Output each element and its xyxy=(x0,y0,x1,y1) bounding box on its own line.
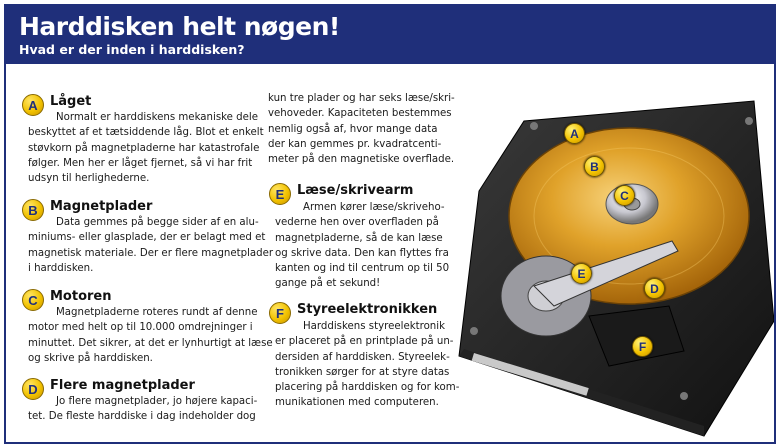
callout-e: E xyxy=(571,263,592,284)
callout-c: C xyxy=(614,185,635,206)
section-title-d: Flere magnetplader xyxy=(50,378,195,393)
page-subtitle: Hvad er der inden i harddisken? xyxy=(19,42,245,57)
section-title-b: Magnetplader xyxy=(50,199,153,214)
page-title: Harddisken helt nøgen! xyxy=(19,12,340,41)
section-body-a: Normalt er harddiskens mekaniske dele beskyttet af et tætsiddende låg. Blot et enkelt støvkorn på magnetpladerne har katastrofale følger. Men her er låget fjernet, så vi har frit udsyn til herlighederne. xyxy=(28,112,264,185)
badge-e: E xyxy=(269,183,291,205)
hard-drive-image xyxy=(454,91,776,441)
callout-d: D xyxy=(644,278,665,299)
badge-c: C xyxy=(22,289,44,311)
section-title-a: Låget xyxy=(50,94,92,109)
badge-a: A xyxy=(22,94,44,116)
article-frame xyxy=(4,4,776,444)
section-title-c: Motoren xyxy=(50,289,112,304)
section-title-f: Styreelektronikken xyxy=(297,302,438,317)
badge-f: F xyxy=(269,302,291,324)
callout-a: A xyxy=(564,123,585,144)
section-body-d: Jo flere magnetplader, jo højere kapaci- tet. De fleste harddiske i dag indeholder dog xyxy=(28,396,258,423)
section-body-c: Magnetpladerne roteres rundt af denne motor med helt op til 10.000 omdrejninger i minuttet. Det sikrer, at det er lynhurtigt at læse og skrive på harddisken. xyxy=(28,307,273,364)
section-body-e: Armen kører læse/skriveho- vederne hen over overfladen på magnetpladerne, så de kan læse og skrive data. Den kan flyttes fra kanten og ind til centrum op til 50 gange på et sekund! xyxy=(275,202,450,290)
badge-b: B xyxy=(22,199,44,221)
header-banner xyxy=(6,6,774,64)
hard-drive-illustration xyxy=(454,91,776,441)
section-body-f: Harddiskens styreelektronik er placeret på en printplade på un- dersiden af harddisken. Styreelek- tronikken sørger for at styre datas placering på harddisken og for kom- munikationen med computeren. xyxy=(275,321,460,409)
callout-f: F xyxy=(632,336,653,357)
section-body-d-continued: kun tre plader og har seks læse/skri- vehoveder. Kapaciteten bestemmes nemlig også af, hvor mange data der kan gemmes pr. kvadratcenti- meter på den magnetiske overflade. xyxy=(268,93,455,166)
section-title-e: Læse/skrivearm xyxy=(297,183,414,198)
callout-b: B xyxy=(584,156,605,177)
badge-d: D xyxy=(22,378,44,400)
section-body-b: Data gemmes på begge sider af en alu- miniums- eller glasplade, der er belagt med et magnetisk materiale. Der er flere magnetplader i harddisken. xyxy=(28,217,274,274)
